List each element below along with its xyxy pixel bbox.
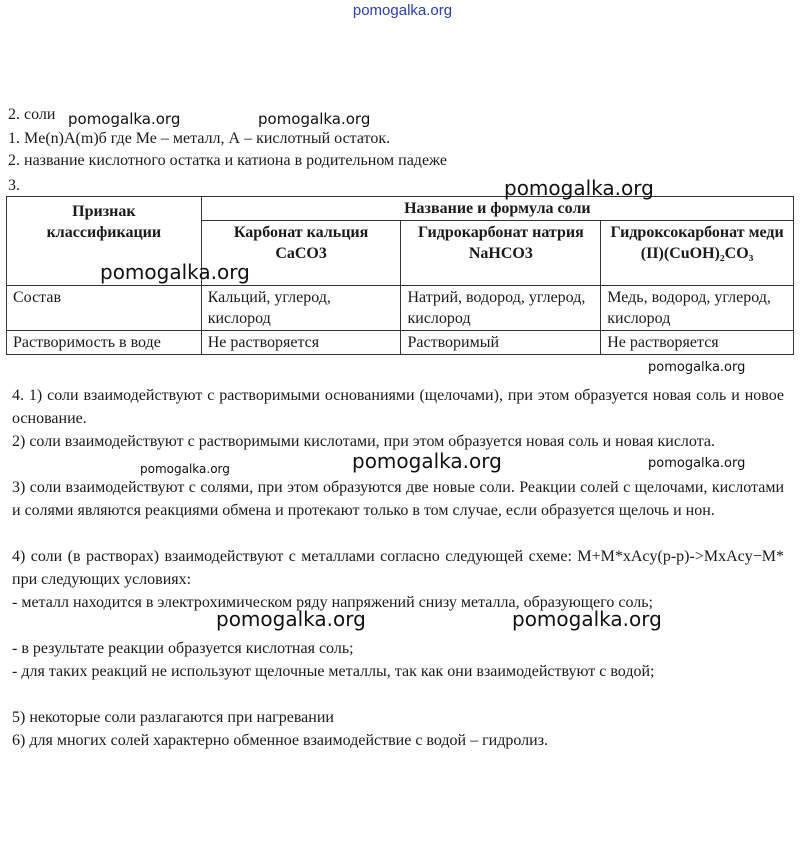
- table-cell: Не растворяется: [601, 331, 794, 355]
- table-cell: Растворимый: [401, 331, 601, 355]
- line-formula: 1. Me(n)A(m)б где Ме – металл, А – кислотный остаток.: [8, 130, 391, 147]
- paragraph-item4-1: 4. 1) соли взаимодействуют с растворимыми основаниями (щелочами), при этом образуется новая соль и новое основание.: [12, 387, 784, 427]
- subheader-cuoh2co3: Гидроксокарбонат меди (II)(CuOH)₂CO₃: [601, 221, 794, 286]
- table-cell: Кальций, углерод, кислород: [201, 286, 401, 331]
- watermark: pomogalka.org: [512, 607, 662, 631]
- site-header-link[interactable]: pomogalka.org: [352, 2, 453, 19]
- watermark: pomogalka.org: [100, 260, 250, 284]
- line-salts: 2. соли: [8, 106, 56, 123]
- row-label: Растворимость в воде: [7, 331, 202, 355]
- subheader-caco3: Карбонат кальция CaCO3: [201, 221, 401, 286]
- paragraph-item6: 6) для многих солей характерно обменное взаимодействие с водой – гидролиз.: [12, 732, 549, 749]
- paragraph-item4-2: 2) соли взаимодействуют с растворимыми кислотами, при этом образуется новая соль и новая кислота.: [12, 433, 715, 450]
- line-naming: 2. название кислотного остатка и катиона в родительном падеже: [8, 152, 447, 169]
- table-header-row: [7, 197, 794, 221]
- watermark: pomogalka.org: [140, 462, 230, 476]
- paragraph-item5: 5) некоторые соли разлагаются при нагревании: [12, 709, 334, 726]
- table-cell: Натрий, водород, углерод, кислород: [401, 286, 601, 331]
- header-criterion: Признак классификации: [7, 197, 202, 286]
- salt-classification-table: [6, 196, 794, 355]
- table-row: [7, 331, 794, 355]
- table-cell: Не растворяется: [201, 331, 401, 355]
- watermark: pomogalka.org: [504, 176, 654, 200]
- watermark: pomogalka.org: [648, 360, 746, 375]
- watermark: pomogalka.org: [68, 110, 181, 128]
- row-label: Состав: [7, 286, 202, 331]
- paragraph-item4-4: 4) соли (в растворах) взаимодействуют с металлами согласно следующей схеме: M+M*xAcy(p-p)->MxAcy−M* при следующих условиях:: [12, 548, 784, 588]
- watermark: pomogalka.org: [258, 110, 371, 128]
- paragraph-item4-3: 3) соли взаимодействуют с солями, при этом образуются две новые соли. Реакции солей с щелочами, кислотами и солями являются реакциями обмена и протекают только в том случае, если образуется щелочь и нон.: [12, 479, 784, 519]
- header-salt-group: Название и формула соли: [201, 197, 793, 221]
- subheader-nahco3: Гидрокарбонат натрия NaHCO3: [401, 221, 601, 286]
- watermark: pomogalka.org: [216, 607, 366, 631]
- paragraph-condition-3: - для таких реакций не используют щелочные металлы, так как они взаимодействуют с водой;: [12, 663, 655, 680]
- table-cell: Медь, водород, углерод, кислород: [601, 286, 794, 331]
- watermark: pomogalka.org: [352, 449, 502, 473]
- watermark: pomogalka.org: [648, 456, 746, 471]
- line-item3: 3.: [8, 177, 20, 194]
- paragraph-condition-1: - металл находится в электрохимическом ряду напряжений снизу металла, образующего соль;: [12, 594, 653, 611]
- table-row: [7, 286, 794, 331]
- paragraph-condition-2: - в результате реакции образуется кислотная соль;: [12, 640, 354, 657]
